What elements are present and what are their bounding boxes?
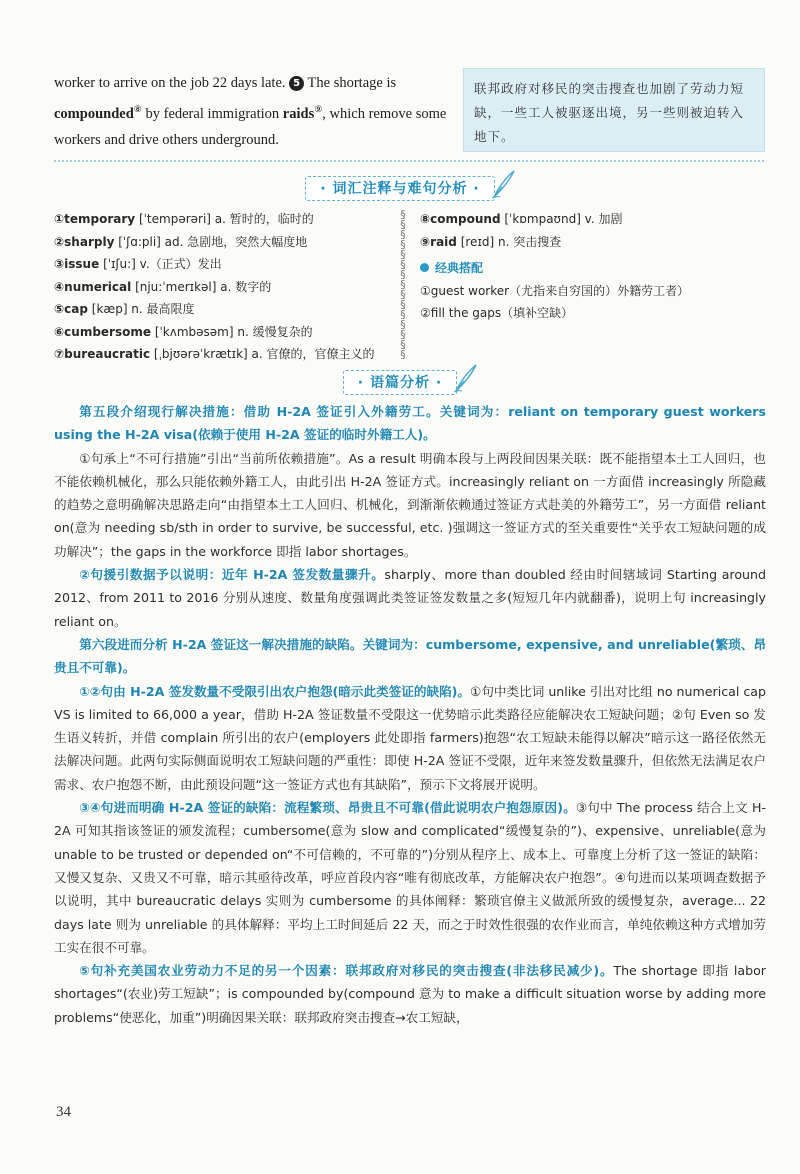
vocab-list-left <box>54 208 394 366</box>
analysis-section-title-pill <box>343 370 457 395</box>
footnote-mark: ⑧ <box>133 104 142 114</box>
passage-segment: by federal immigration <box>141 105 283 122</box>
passage-segment: , which remove some workers and drive others underground. <box>54 105 447 148</box>
analysis-section-title: · 语篇分析 · <box>357 375 443 391</box>
analysis-sentence2: ②句援引数据予以说明：近年 H-2A 签发数量骤升。sharply、more than doubled 经由时间辖域词 Starting around 2012、from 2011 to 2016 分别从速度、数量角度强调此类签证签发数量之多(短短几年内就翻番)，说明上句 increasingly reliant on。 <box>54 567 766 629</box>
section-divider <box>54 160 764 162</box>
vocab-item: ⑥cumbersome [ˈkʌmbəsəm] n. 缓慢复杂的 <box>54 324 313 339</box>
vocab-item: ①temporary [ˈtempərəri] a. 暂时的，临时的 <box>54 212 314 226</box>
translation-text: 联邦政府对移民的突击搜查也加剧了劳动力短缺，一些工人被驱逐出境，另一些则被迫转入地下。 <box>474 81 745 144</box>
quill-pen-icon <box>490 169 516 199</box>
vocab-section-title: · 词汇注释与难句分析 · <box>320 181 480 197</box>
phrase-item: ②fill the gaps（填补空缺） <box>420 306 574 320</box>
analysis-sentence5: ⑤句补充美国农业劳动力不足的另一个因素：联邦政府对移民的突击搜查(非法移民减少)。The shortage 即指 labor shortages“(农业)劳工短缺”；is compounded by(compound 意为 to make a difficult situation worse by adding more problems“使恶化，加重”)明确因果关联：联邦政府突击搜查→农工短缺， <box>54 963 766 1025</box>
vocab-item: ②sharply [ˈʃɑ:pli] ad. 急剧地，突然大幅度地 <box>54 234 308 249</box>
quill-pen-icon <box>452 363 478 393</box>
vocab-word-compounded: compounded <box>54 105 134 122</box>
page-number: 34 <box>56 1104 71 1120</box>
vocab-word-raids: raids <box>282 105 315 122</box>
vocab-item: ⑤cap [kæp] n. 最高限度 <box>54 302 195 316</box>
vocab-item: ③issue [ˈɪʃu:] v.（正式）发出 <box>54 257 222 271</box>
analysis-body <box>54 400 766 1029</box>
translation-box <box>463 68 765 152</box>
wavy-column-separator: § § § § § § § § § § § § § § § <box>400 210 406 360</box>
analysis-section-header <box>0 370 800 395</box>
phrases-heading: 经典搭配 <box>420 257 765 280</box>
passage-segment: worker to arrive on the job 22 days late. <box>54 75 290 91</box>
bullet-dot-icon <box>420 263 429 272</box>
analysis-sentence1: ①句承上“不可行措施”引出“当前所依赖措施”。As a result 明确本段与上两段间因果关联：既不能指望本土工人回归，也不能依赖机械化，那么只能依赖外籍工人，由此引出 H-2A 签证方式。increasingly reliant on 一方面借 increasingly 所隐藏的趋势之意明确解决思路走向“由指望本土工人回归、机械化，到渐渐依赖通过签证方式赴美的外籍劳工”，另一方面借 reliant on(意为 needing sb/sth in order to survive, be successful, etc. )强调这一签证方式的至关重要性“关乎农工短缺问题的成功解决”；the gaps in the workforce 即指 labor shortages。 <box>54 450 766 559</box>
vocab-item: ⑧compound [ˈkɒmpaʊnd] v. 加剧 <box>420 212 623 226</box>
vocab-item: ⑨raid [reɪd] n. 突击搜查 <box>420 234 562 249</box>
vocab-item: ④numerical [nju:ˈmerɪkəl] a. 数字的 <box>54 279 272 294</box>
analysis-sentences-3-4: ③④句进而明确 H-2A 签证的缺陷：流程繁琐、昂贵且不可靠(借此说明农户抱怨原因)。③句中 The process 结合上文 H-2A 可知其指该签证的颁发流程；cumbersome(意为 slow and complicated“缓慢复杂的”)、expensive、unreliable(意为 unable to be trusted or depended on“不可信赖的，不可靠的”)分别从程序上、成本上、可靠度上分析了这一签证的缺陷：又慢又复杂、又贵又不可靠，暗示其亟待改革，呼应首段内容“唯有彻底改革，方能解决农户抱怨”。④句进而以某项调查数据予以说明，其中 bureaucratic delays 实则为 cumbersome 的具体阐释：繁琐官僚主义做派所致的缓慢复杂，average... 22 days late 则为 unreliable 的具体解释：平均上工时间延后 22 天，而之于时效性很强的农作业而言，单纯依赖这种方式增加劳工实在很不可靠。 <box>54 800 766 955</box>
vocab-list-right <box>420 208 765 325</box>
vocab-section-title-pill <box>305 176 494 201</box>
vocab-item: ⑦bureaucratic [ˌbjʊərəˈkrætɪk] a. 官僚的，官僚主义的 <box>54 347 375 361</box>
analysis-summary-para5: 第五段介绍现行解决措施：借助 H-2A 签证引入外籍劳工。关键词为：reliant on temporary guest workers using the H-2A visa(依赖于使用 H-2A 签证的临时外籍工人)。 <box>54 404 766 443</box>
vocab-section-header <box>0 176 800 201</box>
footnote-mark: ⑨ <box>314 104 323 114</box>
phrase-item: ①guest worker（尤指来自穷国的）外籍劳工者） <box>420 283 690 298</box>
analysis-summary-para6: 第六段进而分析 H-2A 签证这一解决措施的缺陷。关键词为：cumbersome, expensive, and unreliable(繁琐、昂贵且不可靠)。 <box>54 636 766 676</box>
sentence-number-badge: 5 <box>289 76 304 91</box>
passage-text <box>54 70 452 153</box>
analysis-sentences-1-2: ①②句由 H-2A 签发数量不受限引出农户抱怨(暗示此类签证的缺陷)。①句中类比词 unlike 引出对比组 no numerical cap VS is limited to 66,000 a year，借助 H-2A 签证数量不受限这一优势暗示此类路径应能解决农工短缺问题；②句 Even so 发生语义转折，并借 complain 所引出的农户(employers 此处即指 farmers)抱怨“农工短缺未能得以解决”暗示这一路径依然无法解决问题。此两句实际侧面说明农工短缺问题的严重性：即使 H-2A 签证不受限，近年来签发数量骤升，但依然无法满足农户需求、农户抱怨不断，由此预设问题“这一签证方式也有其缺陷”，预示下文将展开说明。 <box>54 683 767 792</box>
passage-segment: The shortage is <box>307 75 397 91</box>
